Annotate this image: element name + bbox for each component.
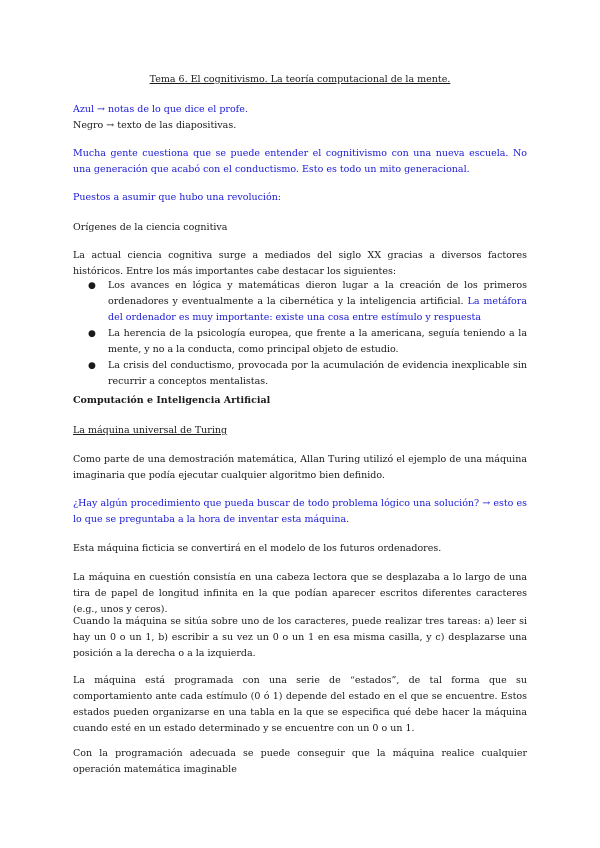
list-item bbox=[73, 358, 527, 390]
bullet-icon: ● bbox=[88, 329, 96, 339]
heading-turing: La máquina universal de Turing bbox=[73, 425, 228, 436]
bullet-text: La crisis del conductismo, provocada por la acumulación de evidencia inexplicable sin recurrir a conceptos mentalistas. bbox=[108, 360, 527, 387]
list-item bbox=[73, 278, 527, 326]
paragraph-cuando: Cuando la máquina se sitúa sobre uno de los caracteres, puede realizar tres tareas: a) leer si hay un 0 o un 1, b) escribir a su vez un 0 o un 1 en esa misma casilla, y c) desplazarse una posición a la derecha o a la izquierda. bbox=[73, 616, 527, 659]
paragraph-pregunta: ¿Hay algún procedimiento que pueda buscar de todo problema lógico una solución? → esto es lo que se preguntaba a la hora de inventar esta máquina. bbox=[73, 498, 527, 525]
heading-computacion: Computación e Inteligencia Artificial bbox=[73, 395, 271, 406]
bullet-icon: ● bbox=[88, 281, 96, 291]
paragraph-programada: La máquina está programada con una serie de “estados”, de tal forma que su comportamiento ante cada estímulo (0 ó 1) depende del estado en el que se encuentre. Estos estados pueden organizarse en una tabla en la que se especifica qué debe hacer la máquina cuando esté en un estado determinado y se encuentre con un 0 o un 1. bbox=[73, 675, 527, 734]
bullet-note: La metáfora del ordenador es muy importante: existe una cosa entre estímulo y respuesta bbox=[108, 296, 527, 323]
paragraph-turing: Como parte de una demostración matemática, Allan Turing utilizó el ejemplo de una máquina imaginaria que podía ejecutar cualquier algoritmo bien definido. bbox=[73, 454, 527, 481]
paragraph-actual-ciencia: La actual ciencia cognitiva surge a mediados del siglo XX gracias a diversos factores históricos. Entre los más importantes cabe destacar los siguientes: bbox=[73, 250, 527, 277]
bullet-text: La herencia de la psicología europea, que frente a la americana, seguía teniendo a la mente, y no a la conducta, como principal objeto de estudio. bbox=[108, 328, 527, 355]
document-title: Tema 6. El cognitivismo. La teoría computacional de la mente. bbox=[149, 74, 451, 85]
paragraph-ficticia: Esta máquina ficticia se convertirá en el modelo de los futuros ordenadores. bbox=[73, 543, 442, 554]
legend-blue: Azul → notas de lo que dice el profe. bbox=[73, 104, 248, 115]
heading-origenes: Orígenes de la ciencia cognitiva bbox=[73, 222, 228, 233]
bullet-text: Los avances en lógica y matemáticas dieron lugar a la creación de los primeros ordenadores y eventualmente a la cibernética y la inteligencia artificial. bbox=[108, 280, 527, 307]
list-item bbox=[73, 326, 527, 358]
legend-black: Negro → texto de las diapositivas. bbox=[73, 120, 237, 131]
paragraph-mucha-gente: Mucha gente cuestiona que se puede entender el cognitivismo con una nueva escuela. No una generación que acabó con el conductismo. Esto es todo un mito generacional. bbox=[73, 148, 527, 175]
bullet-list bbox=[73, 278, 527, 390]
paragraph-programacion: Con la programación adecuada se puede conseguir que la máquina realice cualquier operación matemática imaginable bbox=[73, 748, 527, 775]
paragraph-puestos: Puestos a asumir que hubo una revolución: bbox=[73, 192, 282, 203]
paragraph-consistia: La máquina en cuestión consistía en una cabeza lectora que se desplazaba a lo largo de una tira de papel de longitud infinita en la que podían aparecer escritos diferentes caracteres (e.g., unos y ceros). bbox=[73, 572, 527, 615]
bullet-icon: ● bbox=[88, 361, 96, 371]
